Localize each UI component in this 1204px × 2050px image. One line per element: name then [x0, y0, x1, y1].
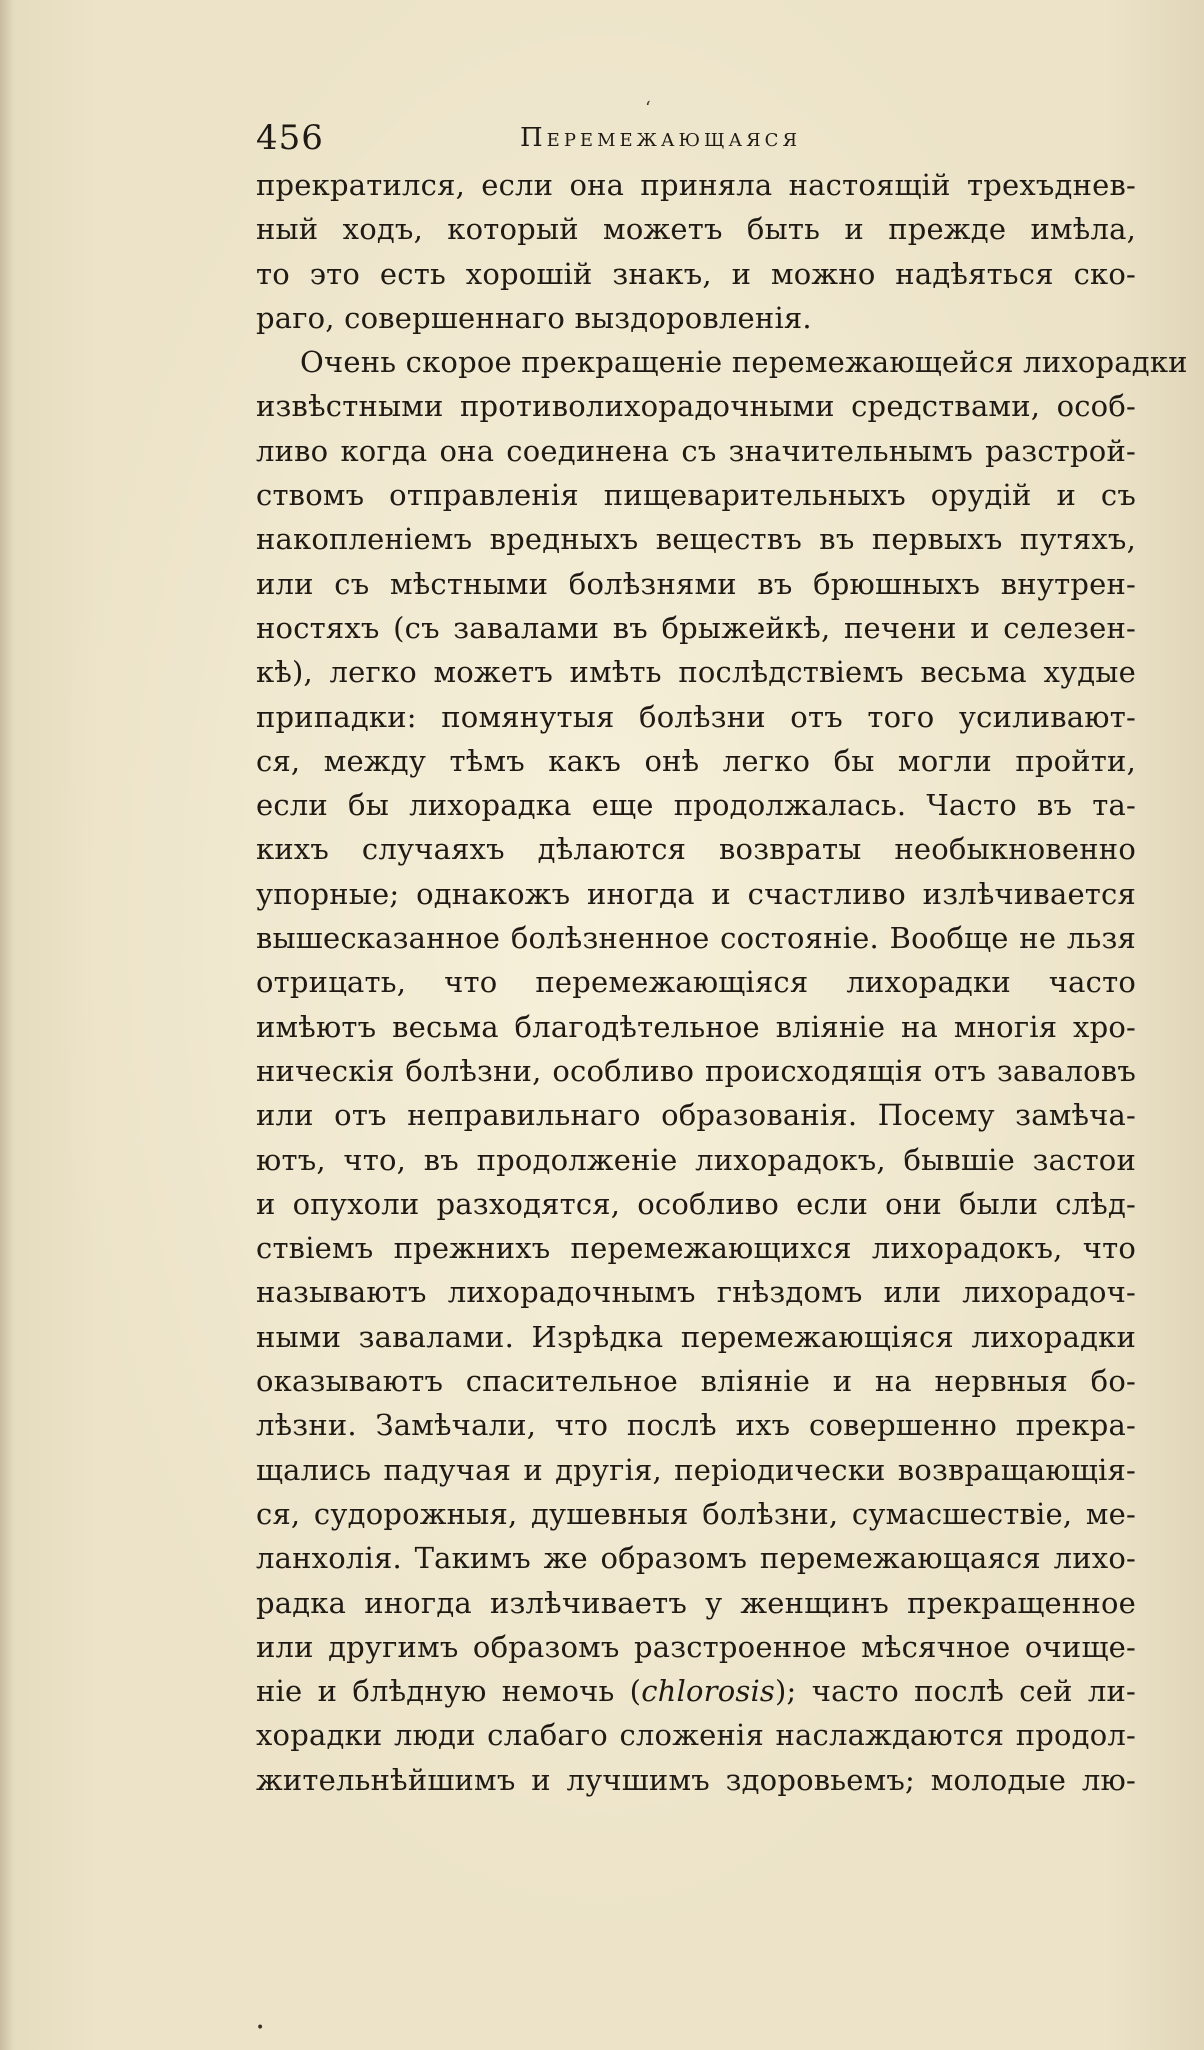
- text-line: упорные; однакожъ иногда и счастливо излѣчивается: [256, 876, 1136, 911]
- page-number: 456: [256, 118, 324, 158]
- text-line: кѣ), легко можетъ имѣть послѣдствіемъ весьма худые: [256, 655, 1136, 690]
- latin-term: chlorosis: [641, 1674, 776, 1709]
- text-line: или другимъ образомъ разстроенное мѣсячное очище-: [256, 1629, 1136, 1664]
- text-line: ютъ, что, въ продолженіе лихорадокъ, бывшіе застои: [256, 1142, 1136, 1177]
- running-title: Перемежающаяся: [520, 123, 801, 153]
- text-line: прекратился, если она приняла настоящій трехъднев-: [256, 168, 1136, 202]
- text-line: щались падучая и другія, періодически возвращающія-: [256, 1452, 1136, 1487]
- text-line: или съ мѣстными болѣзнями въ брюшныхъ внутрен-: [256, 566, 1136, 601]
- text-line: ствомъ отправленія пищеварительныхъ орудій и съ: [256, 478, 1136, 513]
- text-line: имѣютъ весьма благодѣтельное вліяніе на многія хро-: [256, 1009, 1136, 1044]
- text-line: припадки: помянутыя болѣзни отъ того усиливают-: [256, 699, 1136, 734]
- stray-mark-bottom: •: [256, 2020, 265, 2036]
- text-line: ливо когда она соединена съ значительнымъ разстрой-: [256, 433, 1136, 468]
- text-line: ническія болѣзни, особливо происходящія отъ заваловъ: [256, 1053, 1136, 1088]
- text-line: отрицать, что перемежающіяся лихорадки часто: [256, 965, 1136, 1000]
- text-line: ный ходъ, который можетъ быть и прежде имѣла,: [256, 212, 1136, 247]
- text-line: извѣстными противолихорадочными средствами, особ-: [256, 389, 1136, 424]
- text-line: ствіемъ прежнихъ перемежающихся лихорадокъ, что: [256, 1231, 1136, 1266]
- text-line: или отъ неправильнаго образованія. Посему замѣча-: [256, 1098, 1136, 1133]
- text-line: называютъ лихорадочнымъ гнѣздомъ или лихорадоч-: [256, 1275, 1136, 1310]
- text-line: хорадки люди слабаго сложенія наслаждаются продол-: [256, 1718, 1136, 1753]
- text-line: если бы лихорадка еще продолжалась. Часто въ та-: [256, 788, 1136, 823]
- stray-mark-top: ‘: [645, 98, 651, 119]
- text-line: ся, судорожныя, душевныя болѣзни, сумасшествіе, ме-: [256, 1496, 1136, 1531]
- text-line: и опухоли разходятся, особливо если они были слѣд-: [256, 1186, 1136, 1221]
- text-fragment: ніе и блѣдную немочь (: [256, 1674, 642, 1709]
- text-line: Очень скорое прекращеніе перемежающейся лихорадки: [300, 345, 1188, 380]
- text-line: радка иногда излѣчиваетъ у женщинъ прекращенное: [256, 1585, 1136, 1620]
- text-line: жительнѣйшимъ и лучшимъ здоровьемъ; молодые лю-: [256, 1762, 1136, 1797]
- text-line: кихъ случаяхъ дѣлаются возвраты необыкновенно: [256, 832, 1136, 867]
- text-fragment: ); часто послѣ сей ли-: [775, 1674, 1136, 1709]
- text-line: оказываютъ спасительное вліяніе и на нервныя бо-: [256, 1364, 1136, 1399]
- text-line: вышесказанное болѣзненное состояніе. Вообще не льзя: [256, 921, 1136, 956]
- text-line: накопленіемъ вредныхъ веществъ въ первыхъ путяхъ,: [256, 522, 1136, 557]
- text-line: ся, между тѣмъ какъ онѣ легко бы могли пройти,: [256, 743, 1136, 778]
- text-line: раго, совершеннаго выздоровленія.: [256, 300, 812, 335]
- text-line: лѣзни. Замѣчали, что послѣ ихъ совершенно прекра-: [256, 1408, 1136, 1443]
- text-line: ными завалами. Изрѣдка перемежающіяся лихорадки: [256, 1319, 1136, 1354]
- page-edge-shadow: [0, 0, 14, 2050]
- text-line: то это есть хорошій знакъ, и можно надѣяться ско-: [256, 256, 1136, 291]
- page-header: [256, 118, 876, 164]
- body-text: [256, 163, 1188, 1802]
- text-line: ностяхъ (съ завалами въ брыжейкѣ, печени и селезен-: [256, 610, 1136, 645]
- text-line: ланхолія. Такимъ же образомъ перемежающаяся лихо-: [256, 1541, 1136, 1576]
- text-line-with-latin-term: [256, 1669, 1136, 1713]
